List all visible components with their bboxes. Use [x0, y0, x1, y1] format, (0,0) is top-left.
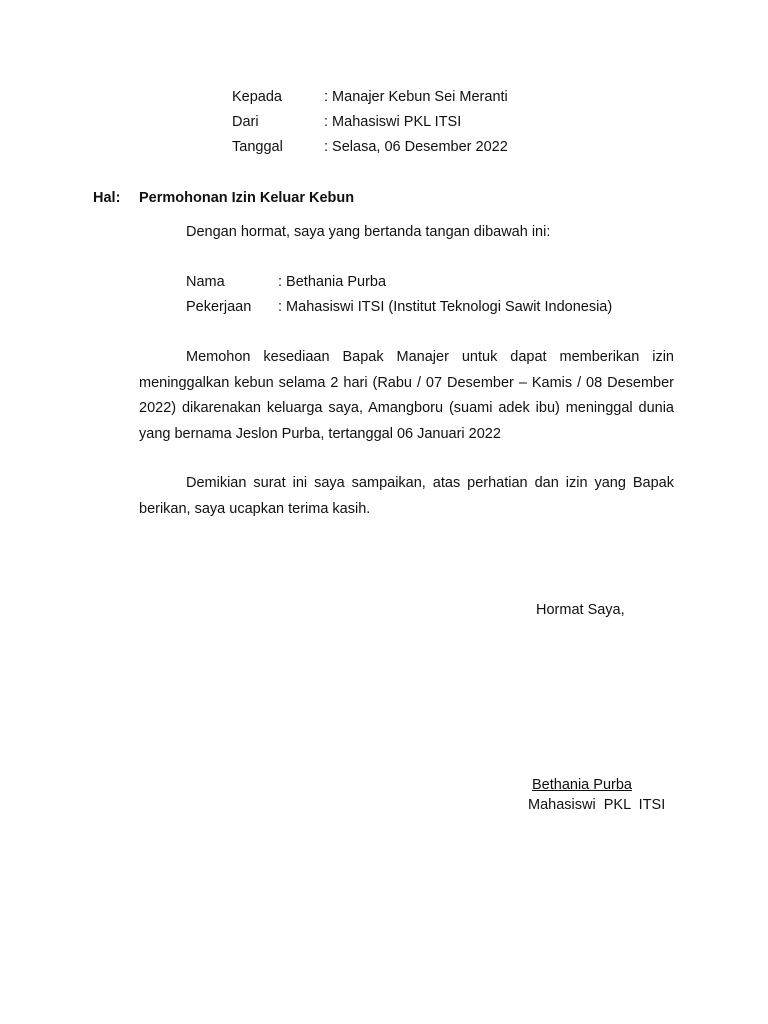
header-value-tanggal: : Selasa, 06 Desember 2022: [324, 139, 508, 155]
header-label-kepada: Kepada: [232, 89, 282, 105]
identity-label-nama: Nama: [186, 274, 225, 290]
identity-value-nama: : Bethania Purba: [278, 274, 387, 290]
header-value-dari: : Mahasiswi PKL ITSI: [324, 114, 462, 130]
signer-title: Mahasiswi PKL ITSI: [528, 797, 666, 813]
subject-label: Hal:: [93, 190, 121, 206]
signer-name: Bethania Purba: [532, 777, 632, 793]
header-label-dari: Dari: [232, 114, 259, 130]
body-paragraph-1: Memohon kesediaan Bapak Manajer untuk dapat memberikan izin meninggalkan kebun selama 2 hari (Rabu / 07 Desember – Kamis / 08 Desember 2022) dikarenakan keluarga saya, Amangboru (suami adek ibu) meninggal dunia yang bernama Jeslon Purba, tertanggal 06 Januari 2022: [139, 349, 674, 442]
header-value-kepada: : Manajer Kebun Sei Meranti: [324, 89, 508, 105]
subject-title: Permohonan Izin Keluar Kebun: [139, 190, 355, 206]
greeting-text: Dengan hormat, saya yang bertanda tangan dibawah ini:: [186, 224, 551, 240]
body-paragraph-2: Demikian surat ini saya sampaikan, atas perhatian dan izin yang Bapak berikan, saya ucapkan terima kasih.: [139, 475, 674, 517]
identity-value-pekerjaan: : Mahasiswi ITSI (Institut Teknologi Sawit Indonesia): [278, 299, 613, 315]
header-label-tanggal: Tanggal: [232, 139, 283, 155]
closing-salutation: Hormat Saya,: [536, 602, 625, 618]
identity-label-pekerjaan: Pekerjaan: [186, 299, 252, 315]
